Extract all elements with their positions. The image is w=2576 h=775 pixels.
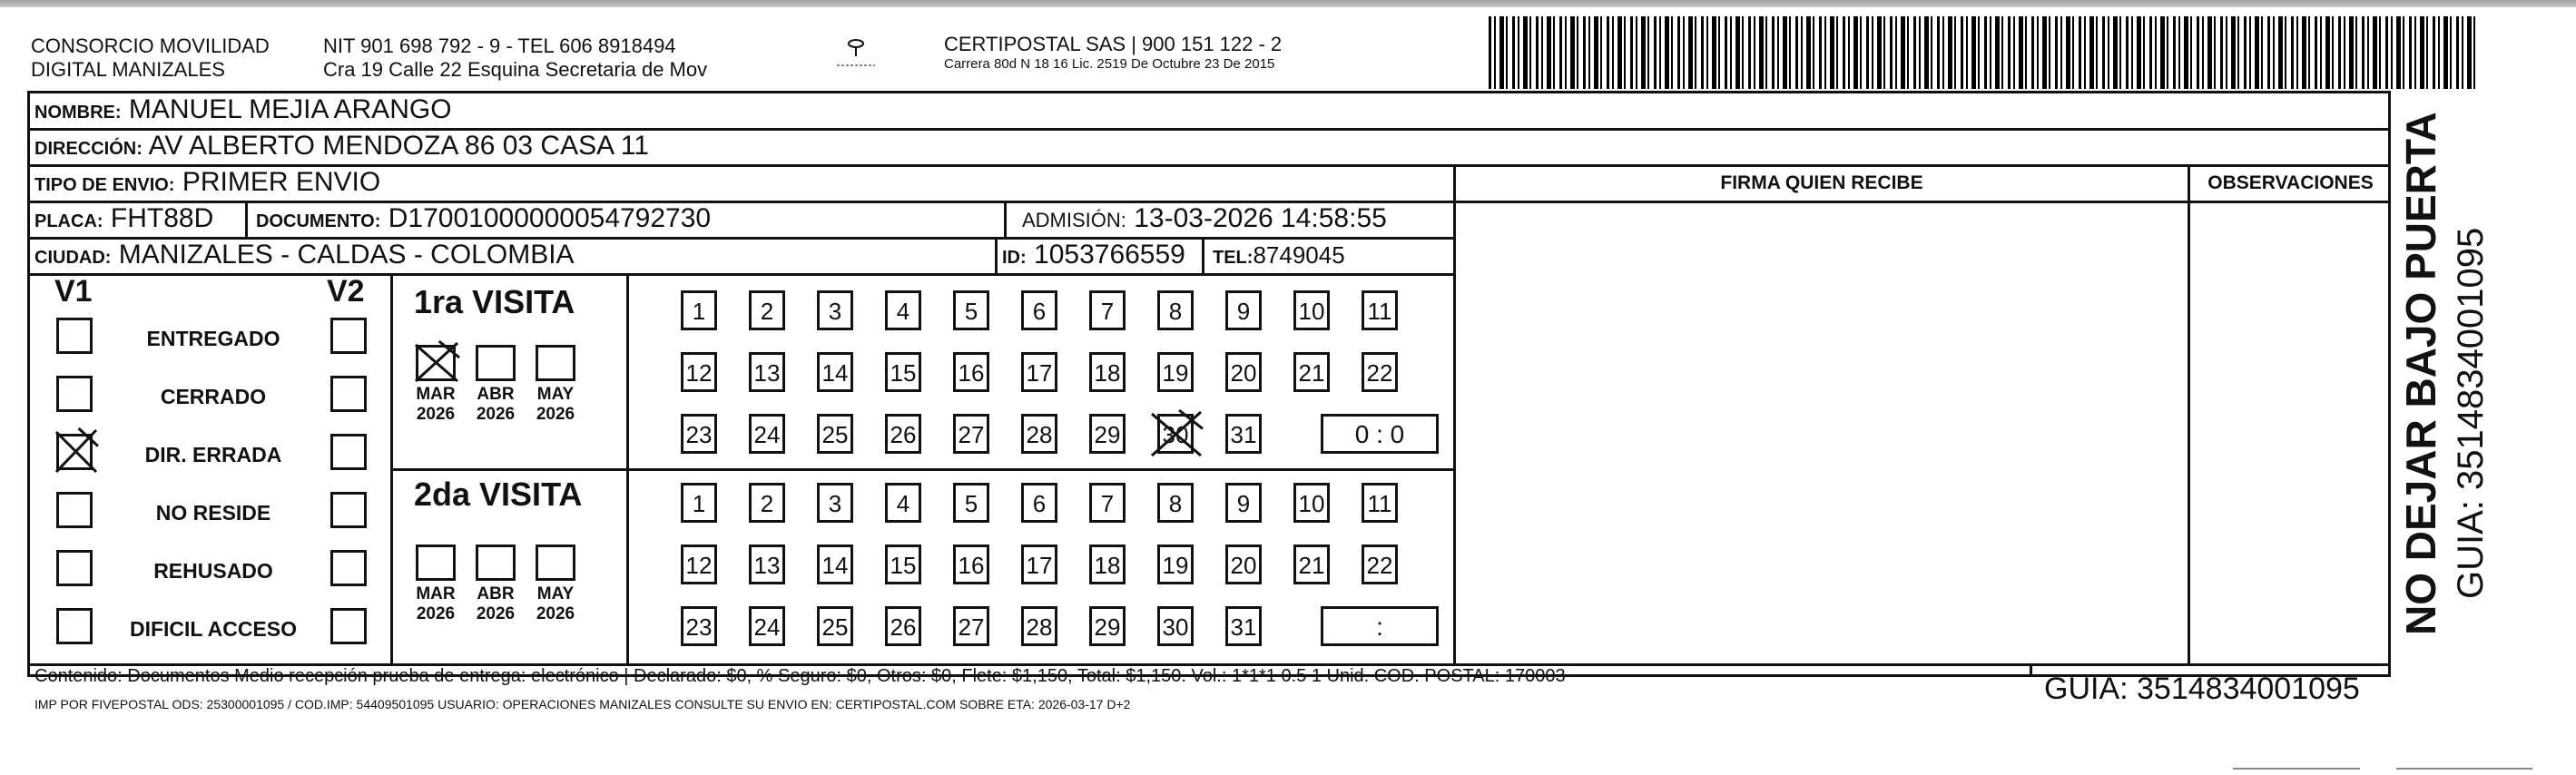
placa-field: PLACA: FHT88D — [34, 203, 214, 233]
visit2-day-12[interactable]: 12 — [681, 544, 717, 584]
documento-field: DOCUMENTO: D17001000000054792730 — [256, 203, 712, 233]
tipo-envio-value: PRIMER ENVIO — [182, 167, 381, 197]
footer-print-info: IMP POR FIVEPOSTAL ODS: 25300001095 / COD.IMP: 54409501095 USUARIO: OPERACIONES MANIZALES CONSULTE SU ENVIO EN: CERTIPOSTAL.COM SOBRE ETA: 2026-03-17 D+2 — [34, 697, 1131, 711]
visit2-day-13[interactable]: 13 — [749, 544, 785, 584]
visit1-day-18[interactable]: 18 — [1089, 352, 1126, 392]
option-label-1: ENTREGADO — [146, 327, 280, 350]
id-value: 1053766559 — [1034, 240, 1185, 270]
visit1-day-25[interactable]: 25 — [817, 414, 853, 454]
visit2-month-box-1[interactable] — [416, 544, 456, 581]
visit1-day-30[interactable]: 30 — [1157, 414, 1194, 454]
visit2-day-17[interactable]: 17 — [1021, 544, 1057, 584]
visit2-day-3[interactable]: 3 — [817, 483, 853, 523]
visit2-day-16[interactable]: 16 — [953, 544, 989, 584]
documento-value: D17001000000054792730 — [388, 203, 712, 233]
visit2-day-9[interactable]: 9 — [1225, 483, 1262, 523]
visit1-day-16[interactable]: 16 — [953, 352, 989, 392]
visit2-day-10[interactable]: 10 — [1293, 483, 1330, 523]
carrier-logo-icon — [833, 36, 879, 77]
visit1-day-13[interactable]: 13 — [749, 352, 785, 392]
visit2-day-29[interactable]: 29 — [1089, 606, 1126, 646]
visit2-day-30[interactable]: 30 — [1157, 606, 1194, 646]
visit2-day-23[interactable]: 23 — [681, 606, 717, 646]
visit2-day-18[interactable]: 18 — [1089, 544, 1126, 584]
visit2-day-7[interactable]: 7 — [1089, 483, 1126, 523]
v1-checkbox-1[interactable] — [56, 318, 93, 354]
v2-checkbox-4[interactable] — [330, 492, 367, 528]
visit1-day-22[interactable]: 22 — [1362, 352, 1398, 392]
carrier-info: CERTIPOSTAL SAS | 900 151 122 - 2 Carrera 80d N 18 16 Lic. 2519 De Octubre 23 De 2015 — [944, 33, 1283, 72]
visit2-day-11[interactable]: 11 — [1362, 483, 1398, 523]
visit1-day-27[interactable]: 27 — [953, 414, 989, 454]
visit1-day-17[interactable]: 17 — [1021, 352, 1057, 392]
visit2-month-label-3: MAY 2026 — [536, 584, 575, 623]
visit2-day-6[interactable]: 6 — [1021, 483, 1057, 523]
direccion-value: AV ALBERTO MENDOZA 86 03 CASA 11 — [148, 131, 649, 161]
option-label-4: NO RESIDE — [155, 501, 271, 525]
visit2-month-label-2: ABR 2026 — [476, 584, 516, 623]
visit1-day-19[interactable]: 19 — [1157, 352, 1194, 392]
visit2-day-28[interactable]: 28 — [1021, 606, 1057, 646]
visit2-day-21[interactable]: 21 — [1293, 544, 1330, 584]
v1-checkbox-6[interactable] — [56, 608, 93, 644]
v1-check-mark — [53, 427, 100, 476]
nombre-value: MANUEL MEJIA ARANGO — [128, 94, 452, 124]
visit1-title: 1ra VISITA — [414, 283, 575, 320]
v2-checkbox-3[interactable] — [330, 434, 367, 470]
v2-checkbox-1[interactable] — [330, 318, 367, 354]
admision-field: ADMISIÓN: 13-03-2026 14:58:55 — [1022, 203, 1387, 233]
option-label-5: REHUSADO — [153, 559, 273, 583]
visit2-day-19[interactable]: 19 — [1157, 544, 1194, 584]
visit2-day-22[interactable]: 22 — [1362, 544, 1398, 584]
v1-label: V1 — [54, 274, 93, 309]
visit1-day-14[interactable]: 14 — [817, 352, 853, 392]
visit1-day-9[interactable]: 9 — [1225, 290, 1262, 330]
company-contact: NIT 901 698 792 - 9 - TEL 606 8918494 Cra 19 Calle 22 Esquina Secretaria de Mov — [323, 34, 708, 81]
v1-checkbox-2[interactable] — [56, 376, 93, 412]
option-label-6: DIFICIL ACCESO — [129, 617, 297, 641]
v1-checkbox-5[interactable] — [56, 550, 93, 586]
barcode — [1489, 16, 2478, 89]
visit1-day-21[interactable]: 21 — [1293, 352, 1330, 392]
visit2-month-box-2[interactable] — [476, 544, 516, 581]
firma-header: FIRMA QUIEN RECIBE — [1720, 172, 1923, 193]
option-label-3: DIR. ERRADA — [144, 443, 282, 466]
visit2-day-25[interactable]: 25 — [817, 606, 853, 646]
visit1-day-1[interactable]: 1 — [681, 290, 717, 330]
visit2-day-2[interactable]: 2 — [749, 483, 785, 523]
tel-value: 8749045 — [1253, 241, 1345, 269]
visit1-day-10[interactable]: 10 — [1293, 290, 1330, 330]
visit2-month-label-1: MAR 2026 — [416, 584, 456, 623]
visit2-title: 2da VISITA — [414, 476, 583, 513]
tipo-envio-row: TIPO DE ENVIO: PRIMER ENVIO — [34, 167, 381, 197]
visit2-day-5[interactable]: 5 — [953, 483, 989, 523]
v2-label: V2 — [327, 274, 365, 309]
footer-guia: GUIA: 3514834001095 — [2044, 672, 2360, 706]
visit1-day-2[interactable]: 2 — [749, 290, 785, 330]
visit1-month-label-1: MAR 2026 — [416, 385, 456, 424]
visit1-day-28[interactable]: 28 — [1021, 414, 1057, 454]
visit2-day-14[interactable]: 14 — [817, 544, 853, 584]
visit2-day-1[interactable]: 1 — [681, 483, 717, 523]
visit1-day-23[interactable]: 23 — [681, 414, 717, 454]
visit1-day-mark — [1148, 408, 1204, 459]
visit1-day-3[interactable]: 3 — [817, 290, 853, 330]
visit1-day-29[interactable]: 29 — [1089, 414, 1126, 454]
visit1-day-6[interactable]: 6 — [1021, 290, 1057, 330]
side-guia: GUIA: 3514834001095 — [2451, 227, 2491, 599]
visit1-day-26[interactable]: 26 — [885, 414, 921, 454]
visit1-day-8[interactable]: 8 — [1157, 290, 1194, 330]
visit2-day-8[interactable]: 8 — [1157, 483, 1194, 523]
v1-checkbox-4[interactable] — [56, 492, 93, 528]
visit2-day-27[interactable]: 27 — [953, 606, 989, 646]
side-warning: NO DEJAR BAJO PUERTA — [2397, 112, 2444, 635]
admision-value: 13-03-2026 14:58:55 — [1134, 203, 1387, 233]
visit2-day-26[interactable]: 26 — [885, 606, 921, 646]
v2-checkbox-2[interactable] — [330, 376, 367, 412]
v2-checkbox-6[interactable] — [330, 608, 367, 644]
visit1-time-box[interactable]: 0 : 0 — [1321, 414, 1439, 454]
visit1-day-11[interactable]: 11 — [1362, 290, 1398, 330]
visit2-day-24[interactable]: 24 — [749, 606, 785, 646]
visit2-month-box-3[interactable] — [536, 544, 575, 581]
visit1-day-31[interactable]: 31 — [1225, 414, 1262, 454]
visit1-day-7[interactable]: 7 — [1089, 290, 1126, 330]
visit1-day-12[interactable]: 12 — [681, 352, 717, 392]
visit1-month-check-mark — [412, 339, 461, 385]
footer-contents: Contenido: Documentos Medio recepción prueba de entrega: electrónico | Declarado: $0, % Seguro: $0, Otros: $0, Flete: $1,150, Total: $1,150. Vol.: 1*1*1 0.5 1 Unid. COD. POSTAL: 170003 — [34, 666, 1566, 686]
observaciones-header: OBSERVACIONES — [2207, 172, 2374, 193]
visit1-day-4[interactable]: 4 — [885, 290, 921, 330]
visit2-time-box[interactable]: : — [1321, 606, 1439, 646]
id-field: ID: 1053766559 — [1002, 240, 1185, 270]
v2-checkbox-5[interactable] — [330, 550, 367, 586]
visit1-day-5[interactable]: 5 — [953, 290, 989, 330]
direccion-row: DIRECCIÓN: AV ALBERTO MENDOZA 86 03 CASA 11 — [34, 131, 649, 161]
visit1-month-box-2[interactable] — [476, 345, 516, 381]
visit1-day-20[interactable]: 20 — [1225, 352, 1262, 392]
visit2-day-15[interactable]: 15 — [885, 544, 921, 584]
visit2-day-4[interactable]: 4 — [885, 483, 921, 523]
visit1-month-box-3[interactable] — [536, 345, 575, 381]
scan-edge — [0, 0, 2576, 7]
visit2-day-31[interactable]: 31 — [1225, 606, 1262, 646]
ciudad-field: CIUDAD: MANIZALES - CALDAS - COLOMBIA — [34, 240, 575, 270]
visit2-day-20[interactable]: 20 — [1225, 544, 1262, 584]
option-label-2: CERRADO — [160, 385, 267, 408]
tel-field: TEL:8749045 — [1213, 241, 1345, 269]
company-name: CONSORCIO MOVILIDAD DIGITAL MANIZALES — [31, 34, 270, 81]
ciudad-value: MANIZALES - CALDAS - COLOMBIA — [118, 240, 575, 270]
visit1-month-label-2: ABR 2026 — [476, 385, 516, 424]
visit1-day-15[interactable]: 15 — [885, 352, 921, 392]
nombre-row: NOMBRE: MANUEL MEJIA ARANGO — [34, 94, 452, 124]
placa-value: FHT88D — [110, 203, 214, 233]
visit1-day-24[interactable]: 24 — [749, 414, 785, 454]
visit1-month-label-3: MAY 2026 — [536, 385, 575, 424]
